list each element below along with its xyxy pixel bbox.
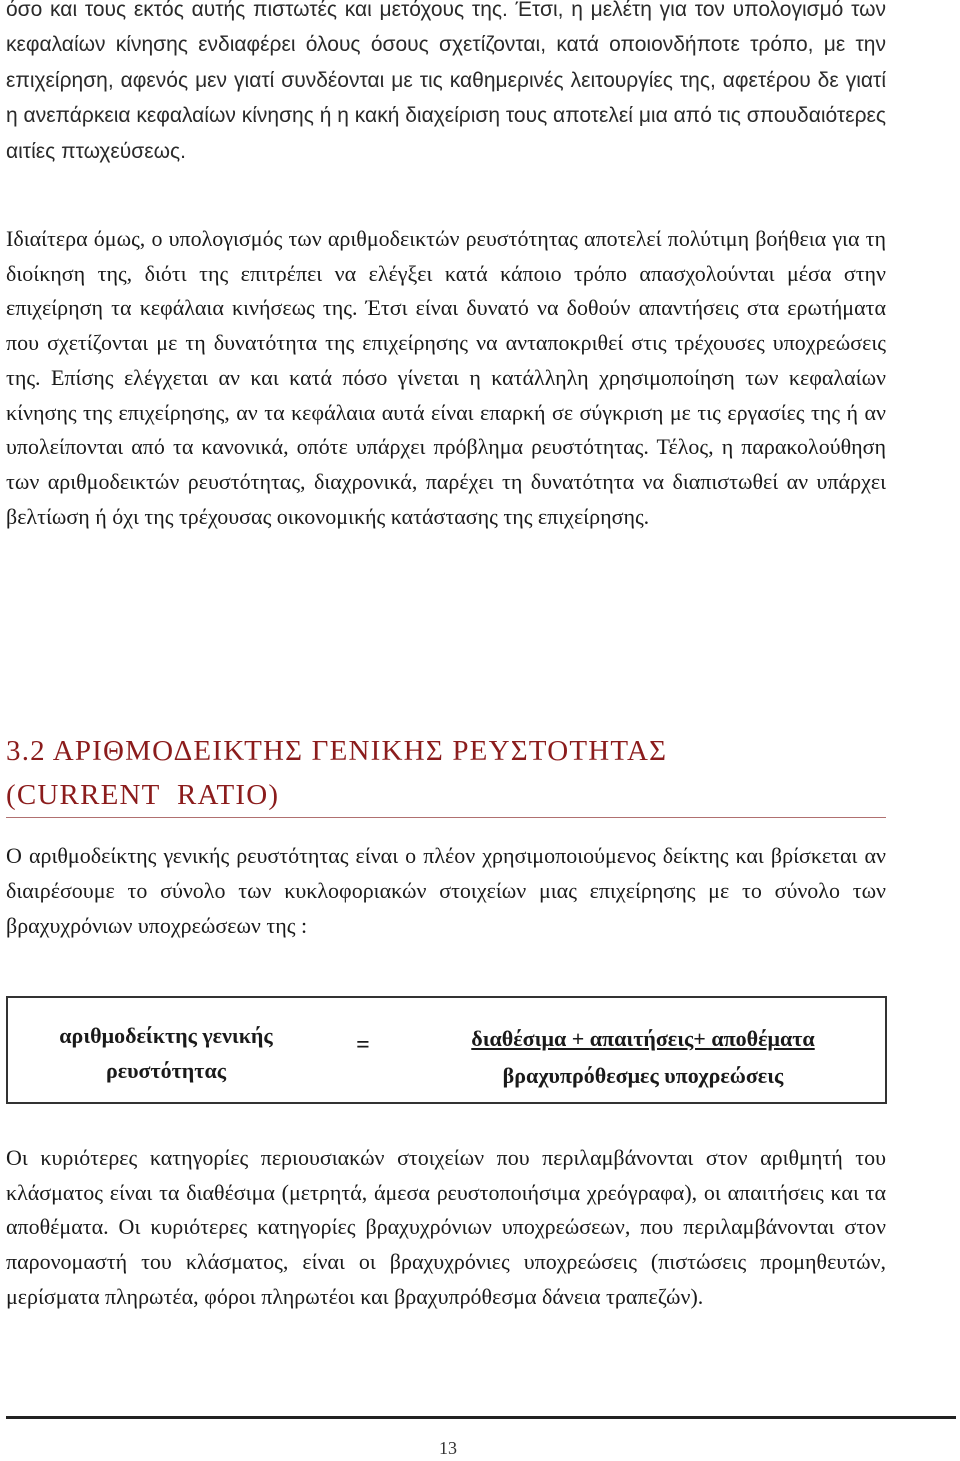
formula-numerator: διαθέσιμα + απαιτήσεις+ αποθέματα — [471, 1026, 815, 1051]
paragraph-definition: Ο αριθμοδείκτης γενικής ρευστότητας είναι ο πλέον χρησιμοποιούμενος δείκτης και βρίσκεται αν διαιρέσουμε το σύνολο των κυκλοφοριακών στοιχείων μιας επιχείρησης με το σύνολο των βραχυχρόνιων υποχρεώσεων της : — [6, 843, 886, 938]
formula-box — [6, 996, 887, 1104]
page-number: 13 — [439, 1438, 457, 1458]
heading-underline — [6, 817, 886, 818]
paragraph-liquidity-ratios: Ιδιαίτερα όμως, ο υπολογισμός των αριθμοδεικτών ρευστότητας αποτελεί πολύτιμη βοήθεια για τη διοίκηση της, διότι της επιτρέπει να ελέγξει κατά κάποιο τρόπο απασχολούνται μέσα στην επιχείρηση τα κεφάλαια κινήσεως της. Έτσι είναι δυνατό να δοθούν απαντήσεις στα ερωτήματα που σχετίζονται με τη δυνατότητα της επιχείρησης να ανταποκριθεί στις τρέχουσες υποχρεώσεις της. Επίσης ελέγχεται αν και κατά πόσο γίνεται η κατάλληλη χρησιμοποίηση των κεφαλαίων κίνησης της επιχείρησης, αν τα κεφάλαια αυτά είναι επαρκή σε σύγκριση με τις εργασίες της ή αν υπολείπονται από τα κανονικά, οπότε υπάρχει πρόβλημα ρευστότητας. Τέλος, η παρακολούθηση των αριθμοδεικτών ρευστότητας, διαχρονικά, παρέχει τη δυνατότητα να διαπιστωθεί αν υπάρχει βελτίωση ή όχι της τρέχουσας οικονομικής κατάστασης της επιχείρησης. — [6, 226, 886, 529]
footer-rule — [6, 1416, 956, 1419]
section-heading — [6, 729, 906, 817]
formula-equals-sign: = — [356, 1032, 370, 1058]
section-heading-line1: 3.2 ΑΡΙΘΜΟΔΕΙΚΤΗΣ ΓΕΝΙΚΗΣ ΡΕΥΣΤΟΤΗΤΑΣ — [6, 735, 668, 767]
paragraph-categories: Οι κυριότερες κατηγορίες περιουσιακών στοιχείων που περιλαμβάνονται στον αριθμητή του κλάσματος είναι τα διαθέσιμα (μετρητά, άμεσα ρευστοποιήσιμα χρεόγραφα), οι απαιτήσεις και τα αποθέματα. Οι κυριότερες κατηγορίες βραχυχρόνιων υποχρεώσεων, που περιλαμβάνονται στον παρονομαστή του κλάσματος, είναι οι βραχυχρόνιες υποχρεώσεις (πιστώσεις προμηθευτών, μερίσματα πληρωτέα, φόροι πληρωτέοι και βραχυπρόθεσμα δάνεια τραπεζών). — [6, 1145, 886, 1309]
formula-left-line1: αριθμοδείκτης γενικής — [59, 1023, 273, 1048]
formula-divider — [326, 1102, 402, 1104]
formula-left-line2: ρευστότητας — [105, 1058, 227, 1083]
paragraph-intro: όσο και τους εκτός αυτής πιστωτές και μετόχους της. Έτσι, η μελέτη για τον υπολογισμό των κεφαλαίων κίνησης ενδιαφέρει όλους όσους σχετίζονται, κατά οποιονδήποτε τρόπο, με την επιχείρηση, αφενός μεν γιατί συνδέονται με τις καθημερινές λειτουργίες της, αφετέρου δε γιατί η ανεπάρκεια κεφαλαίων κίνησης ή η κακή διαχείριση τους αποτελεί μια από τις σπουδαιότερες αιτίες πτωχεύσεως. — [6, 0, 886, 163]
section-heading-line2: (CURRENT RATIO) — [6, 779, 280, 811]
formula-denominator: βραχυπρόθεσμες υποχρεώσεις — [502, 1063, 784, 1088]
formula-left-side — [8, 1018, 324, 1088]
formula-fraction — [408, 1020, 878, 1094]
